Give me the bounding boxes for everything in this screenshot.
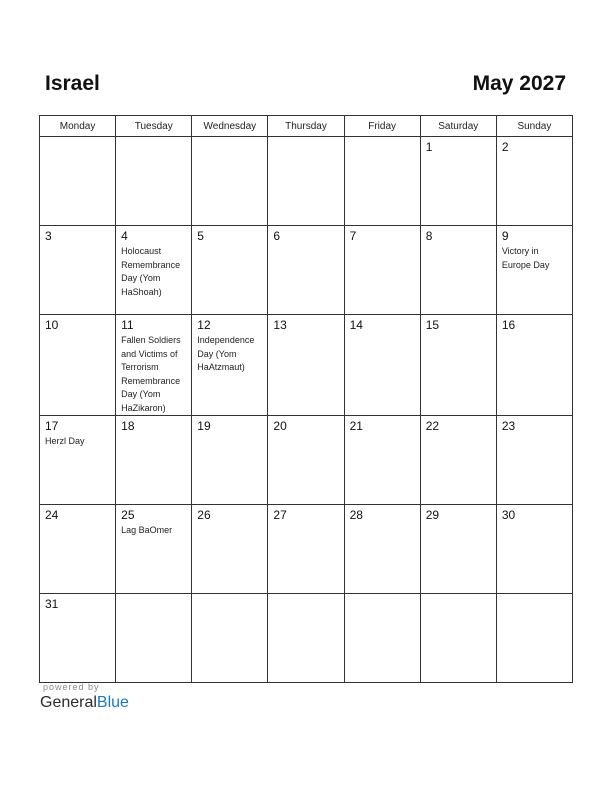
day-number: 15: [425, 318, 440, 332]
day-cell: [40, 594, 116, 683]
day-number: 31: [45, 597, 59, 611]
day-number: 12: [197, 318, 211, 332]
generalblue-logo: [40, 694, 129, 712]
day-cell: [268, 315, 344, 416]
day-cell: [344, 315, 420, 416]
weekday-friday: Friday: [344, 116, 420, 137]
day-cell: [116, 594, 192, 683]
weekday-saturday: Saturday: [420, 116, 496, 137]
week-row: [40, 505, 573, 594]
day-number: 13: [273, 318, 287, 332]
day-number: [497, 594, 572, 597]
day-cell: [420, 505, 496, 594]
day-number: 7: [349, 229, 357, 243]
day-cell: [496, 594, 572, 683]
day-cell: [192, 137, 268, 226]
day-number: 28: [349, 508, 363, 522]
day-number: [116, 594, 191, 597]
day-number: 6: [273, 229, 281, 243]
day-number: 10: [45, 318, 59, 332]
day-cell: [116, 137, 192, 226]
day-cell: [192, 505, 268, 594]
holiday-label: Herzl Day: [45, 436, 85, 446]
day-number: 5: [197, 229, 204, 243]
day-cell: [496, 226, 572, 315]
weekday-wednesday: Wednesday: [192, 116, 268, 137]
powered-by-label: powered by: [43, 682, 100, 692]
month-title: May 2027: [472, 72, 566, 95]
day-number: 9: [501, 229, 509, 243]
country-title: Israel: [45, 72, 100, 95]
day-cell: [192, 416, 268, 505]
day-number: 11: [121, 318, 134, 332]
holiday-label: Independence Day (Yom HaAtzmaut): [197, 335, 255, 372]
day-cell: [496, 416, 572, 505]
day-cell: [268, 416, 344, 505]
weekday-header-row: [40, 116, 573, 137]
day-cell: [496, 315, 572, 416]
day-cell: [420, 315, 496, 416]
day-number: [268, 594, 343, 597]
day-number: [116, 137, 191, 140]
day-number: 2: [501, 140, 509, 154]
day-cell: [116, 315, 192, 416]
day-number: [345, 137, 420, 140]
week-row: [40, 315, 573, 416]
day-number: [345, 594, 420, 597]
day-cell: [344, 505, 420, 594]
day-number: 29: [425, 508, 440, 522]
day-cell: [40, 315, 116, 416]
day-cell: [40, 505, 116, 594]
week-row: [40, 226, 573, 315]
day-number: [192, 594, 267, 597]
day-number: 20: [273, 419, 287, 433]
day-number: 21: [349, 419, 363, 433]
day-number: 23: [501, 419, 516, 433]
day-cell: [192, 226, 268, 315]
week-row: [40, 137, 573, 226]
day-number: 30: [501, 508, 516, 522]
day-cell: [344, 137, 420, 226]
day-number: 16: [501, 318, 516, 332]
day-number: [421, 594, 496, 597]
holiday-label: Fallen Soldiers and Victims of Terrorism Remembrance Day (Yom HaZikaron): [121, 335, 181, 413]
logo-blue-text: Blue: [96, 694, 129, 711]
day-cell: [344, 594, 420, 683]
day-cell: [40, 137, 116, 226]
day-number: 22: [425, 419, 440, 433]
day-number: 3: [45, 229, 52, 243]
weekday-thursday: Thursday: [268, 116, 344, 137]
day-cell: [268, 226, 344, 315]
week-row: [40, 594, 573, 683]
day-number: [268, 137, 343, 140]
weekday-tuesday: Tuesday: [116, 116, 192, 137]
day-cell: [420, 416, 496, 505]
day-number: 25: [121, 508, 135, 522]
day-cell: [192, 315, 268, 416]
day-number: 24: [45, 508, 59, 522]
day-cell: [344, 226, 420, 315]
day-cell: [116, 505, 192, 594]
day-cell: [268, 594, 344, 683]
day-number: [192, 137, 267, 140]
weekday-sunday: Sunday: [496, 116, 572, 137]
calendar-grid: [39, 115, 573, 683]
day-cell: [496, 137, 572, 226]
day-number: [40, 137, 115, 140]
day-cell: [192, 594, 268, 683]
day-cell: [40, 226, 116, 315]
day-number: 27: [273, 508, 287, 522]
weekday-monday: Monday: [40, 116, 116, 137]
day-cell: [420, 226, 496, 315]
day-number: 19: [197, 419, 211, 433]
day-cell: [420, 594, 496, 683]
day-number: 18: [121, 419, 135, 433]
day-cell: [116, 416, 192, 505]
day-number: 8: [425, 229, 433, 243]
day-cell: [496, 505, 572, 594]
day-number: 1: [425, 140, 433, 154]
day-cell: [344, 416, 420, 505]
day-number: 26: [197, 508, 211, 522]
holiday-label: Holocaust Remembrance Day (Yom HaShoah): [121, 246, 181, 297]
day-number: 14: [349, 318, 363, 332]
day-cell: [268, 505, 344, 594]
day-cell: [268, 137, 344, 226]
day-number: 17: [45, 419, 59, 433]
holiday-label: Victory in Europe Day: [501, 246, 550, 270]
day-cell: [116, 226, 192, 315]
day-cell: [420, 137, 496, 226]
logo-general-text: General: [40, 694, 97, 711]
holiday-label: Lag BaOmer: [121, 525, 173, 535]
day-cell: [40, 416, 116, 505]
day-number: 4: [121, 229, 128, 243]
week-row: [40, 416, 573, 505]
